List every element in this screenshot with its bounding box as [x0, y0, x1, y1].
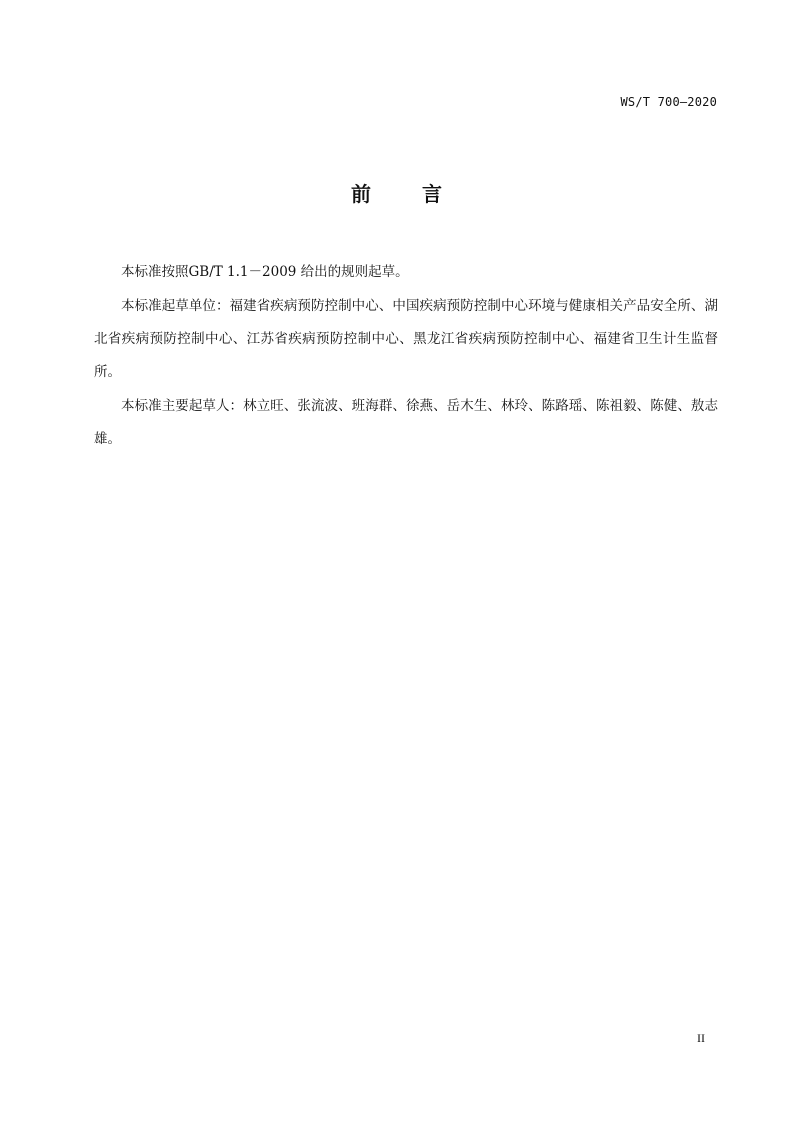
paragraph-drafting-units: 本标准起草单位：福建省疾病预防控制中心、中国疾病预防控制中心环境与健康相关产品安全所、湖北省疾病预防控制中心、江苏省疾病预防控制中心、黑龙江省疾病预防控制中心、福建省卫生计生监督所。	[94, 298, 718, 380]
paragraph-drafting-rules: 本标准按照GB/T 1.1－2009 给出的规则起草。	[121, 264, 409, 280]
page-title: 前 言	[351, 182, 464, 206]
paragraph-drafters: 本标准主要起草人：林立旺、张流波、班海群、徐燕、岳木生、林玲、陈路瑶、陈祖毅、陈健、敖志雄。	[94, 398, 718, 447]
page-number: II	[697, 1031, 705, 1045]
preface-body	[94, 256, 718, 457]
standard-code: WS/T 700—2020	[620, 95, 717, 109]
